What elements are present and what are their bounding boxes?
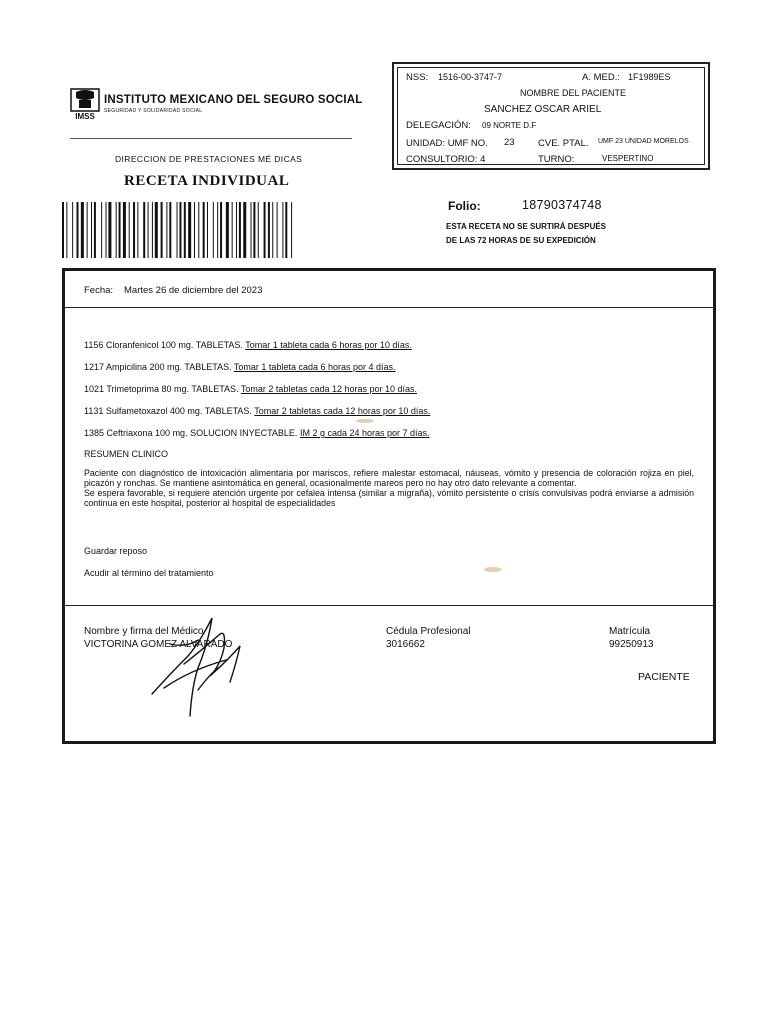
indication-rest: Guardar reposo <box>84 546 148 556</box>
copy-label: PACIENTE <box>638 671 690 683</box>
consultorio-label: CONSULTORIO: 4 <box>406 154 486 165</box>
expiry-warning-line2: DE LAS 72 HORAS DE SU EXPEDICIÓN <box>446 236 596 245</box>
date-label: Fecha: <box>84 285 114 296</box>
matricula-label: Matrícula <box>609 626 651 637</box>
imss-logo <box>70 88 100 120</box>
nss-label: NSS: <box>406 72 429 83</box>
medication-instructions: Tomar 2 tabletas cada 12 horas por 10 días. <box>240 384 418 394</box>
medication-drug: 1021 Trimetoprima 80 mg. TABLETAS. <box>84 384 239 394</box>
medication-instructions: IM 2 g cada 24 horas por 7 días. <box>299 428 430 438</box>
document-title: RECETA INDIVIDUAL <box>124 173 290 189</box>
matricula-value: 99250913 <box>609 639 654 650</box>
medication-item <box>84 340 412 350</box>
folio-label: Folio: <box>448 199 481 213</box>
medication-item <box>84 384 417 394</box>
institution-name: INSTITUTO MEXICANO DEL SEGURO SOCIAL <box>104 94 363 106</box>
date-value: Martes 26 de diciembre del 2023 <box>124 285 263 296</box>
cedula-label: Cédula Profesional <box>386 626 471 637</box>
amed-label: A. MED.: <box>582 72 621 83</box>
indication-follow-up: Acudir al término del tratamiento <box>84 568 214 578</box>
medication-instructions: Tomar 1 tableta cada 6 horas por 4 días. <box>233 362 396 372</box>
nss-value: 1516-00-3747-7 <box>438 72 503 82</box>
amed-value: 1F1989ES <box>628 72 671 82</box>
umf-label: UNIDAD: UMF NO. <box>406 138 488 149</box>
patient-info-box <box>392 62 710 170</box>
ink-smudge <box>484 567 502 572</box>
medication-item <box>84 362 396 372</box>
logo-text: IMSS <box>75 112 95 120</box>
turno-label: TURNO: <box>538 154 575 165</box>
medication-item <box>84 406 430 416</box>
handwritten-signature <box>140 604 260 722</box>
medication-drug: 1385 Ceftriaxona 100 mg. SOLUCION INYECTABLE. <box>84 428 298 438</box>
institution-subtitle: SEGURIDAD Y SOLIDARIDAD SOCIAL <box>104 108 203 114</box>
medication-drug: 1131 Sulfametoxazol 400 mg. TABLETAS. <box>84 406 252 416</box>
umf-value: 23 <box>504 137 515 148</box>
cedula-value: 3016662 <box>386 639 425 650</box>
patient-name-label: NOMBRE DEL PACIENTE <box>520 88 627 98</box>
delegacion-value: 09 NORTE D.F <box>482 121 537 130</box>
medication-drug: 1217 Ampicilina 200 mg. TABLETAS. <box>84 362 232 372</box>
ink-smudge <box>356 419 374 423</box>
cve-value: UMF 23 UNIDAD MORELOS <box>598 138 689 145</box>
doctor-name: VICTORINA GOMEZ ALVARADO <box>84 639 233 650</box>
patient-name-value: SANCHEZ OSCAR ARIEL <box>484 104 602 115</box>
medication-instructions: Tomar 2 tabletas cada 12 horas por 10 días. <box>254 406 431 416</box>
clinical-summary-text <box>84 468 694 508</box>
doctor-signature-label: Nombre y firma del Médico <box>84 626 204 637</box>
cve-label: CVE. PTAL. <box>538 138 589 149</box>
barcode <box>62 202 354 258</box>
expiry-warning-line1: ESTA RECETA NO SE SURTIRÁ DESPUÉS <box>446 222 607 231</box>
direction-label: DIRECCION DE PRESTACIONES MÉ DICAS <box>115 154 303 164</box>
medication-instructions: Tomar 1 tableta cada 6 horas por 10 días. <box>245 340 412 350</box>
folio-value: 18790374748 <box>522 198 602 212</box>
clinical-summary-paragraph: Se espera favorable, si requiere atención urgente por cefalea intensa (similar a migraña), vómito persistente o crisis convulsivas podrá enviarse a admisión continua en este hospital, posterior al hospital de especialidades <box>84 488 694 508</box>
medication-drug: 1156 Cloranfenicol 100 mg. TABLETAS. <box>84 340 243 350</box>
clinical-summary-paragraph: Paciente con diagnóstico de intoxicación alimentaria por mariscos, refiere malestar estomacal, náuseas, vómito y presencia de coloración rojiza en piel, picazón y ronchas. Se mantiene asintomática en general, ocasionalmente mareos pero no hay otro dato relevante a comentar. <box>84 468 694 488</box>
medication-item <box>84 428 430 438</box>
date-divider <box>65 307 713 308</box>
delegacion-label: DELEGACIÓN: <box>406 120 471 131</box>
header-divider <box>70 138 352 139</box>
clinical-summary-title: RESUMEN CLINICO <box>84 449 169 459</box>
turno-value: VESPERTINO <box>602 154 654 163</box>
